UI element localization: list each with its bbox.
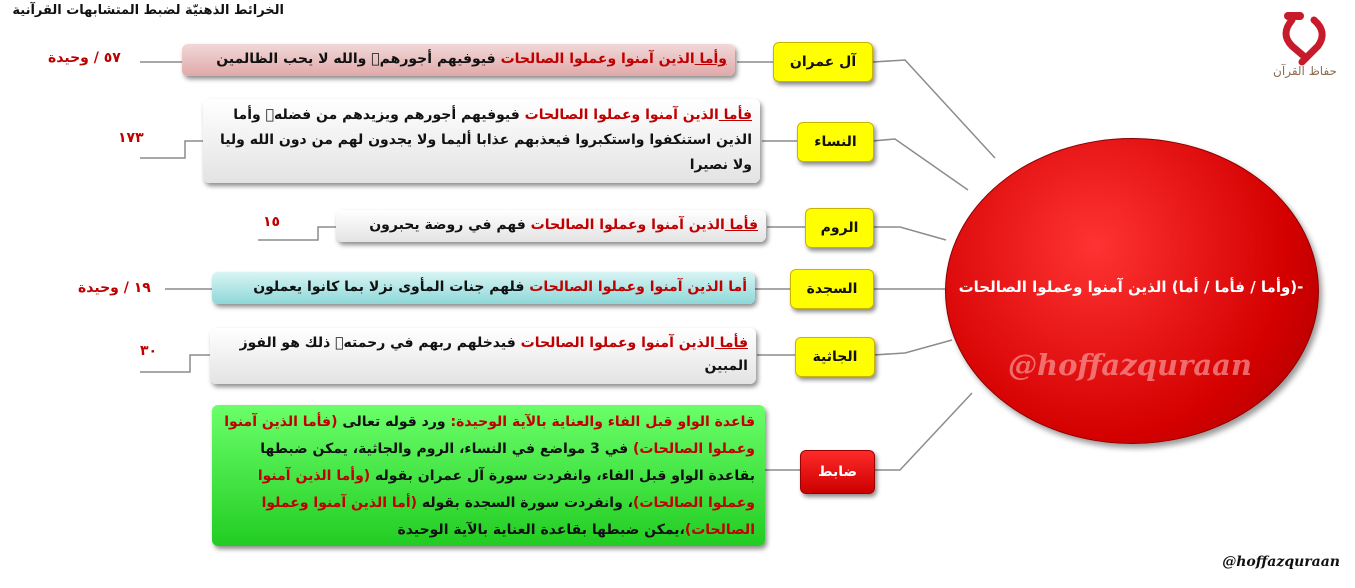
- surah-label-as-sajda[interactable]: السجدة: [790, 269, 874, 309]
- logo-caption: حفاظ القرآن: [1273, 64, 1337, 78]
- verse-as-sajda: أما الذين آمنوا وعملوا الصالحات فلهم جنات المأوى نزلا بما كانوا يعملون: [212, 272, 755, 304]
- page-title: الخرائط الذهنيّة لضبط المتشابهات القرآنية: [12, 3, 284, 18]
- surah-label-al-jathiya[interactable]: الجاثية: [795, 337, 875, 377]
- verse-al-imran: وأما الذين آمنوا وعملوا الصالحات فيوفيهم أجورهمۗ والله لا يحب الظالمين: [182, 44, 735, 76]
- verse-number-ar-rum: ١٥: [263, 214, 281, 230]
- verse-al-jathiya: فأما الذين آمنوا وعملوا الصالحات فيدخلهم ربهم في رحمتهۚ ذلك هو الفوز المبين: [210, 328, 756, 384]
- watermark: @hoffazquraan: [1008, 348, 1252, 382]
- verse-number-al-imran: ٥٧ / وحيدة: [48, 50, 121, 66]
- surah-label-ar-rum[interactable]: الروم: [805, 208, 874, 248]
- footer-handle: @hoffazquraan: [1222, 554, 1340, 570]
- verse-number-as-sajda: ١٩ / وحيدة: [78, 280, 151, 296]
- surah-label-al-imran[interactable]: آل عمران: [773, 42, 873, 82]
- verse-number-al-jathiya: ٣٠: [140, 343, 158, 359]
- central-topic-title: -(وأما / فأما / أما) الذين آمنوا وعملوا الصالحات: [958, 278, 1304, 296]
- surah-label-an-nisa[interactable]: النساء: [797, 122, 874, 162]
- rule-label[interactable]: ضابط: [800, 450, 875, 494]
- verse-an-nisa: فأما الذين آمنوا وعملوا الصالحات فيوفيهم أجورهم ويزيدهم من فضلهۖ وأما الذين استنكفوا واستكبروا فيعذبهم عذابا أليما ولا يجدون لهم من دون الله وليا ولا نصيرا: [203, 99, 760, 183]
- rule-text-box: قاعدة الواو قبل الفاء والعناية بالآية الوحيدة: ورد قوله تعالى (فأما الذين آمنوا وعملوا الصالحات) في 3 مواضع في النساء، الروم والجاثية، يمكن ضبطها بقاعدة الواو قبل الفاء، وانفردت سورة آل عمران بقوله (وأما الذين آمنوا وعملوا الصالحات)، وانفردت سورة السجدة بقوله (أما الذين آمنوا وعملوا الصالحات)،يمكن ضبطها بقاعدة العناية بالآية الوحيدة: [212, 405, 765, 546]
- verse-number-an-nisa: ١٧٣: [118, 130, 144, 146]
- verse-ar-rum: فأما الذين آمنوا وعملوا الصالحات فهم في روضة يحبرون: [336, 210, 766, 242]
